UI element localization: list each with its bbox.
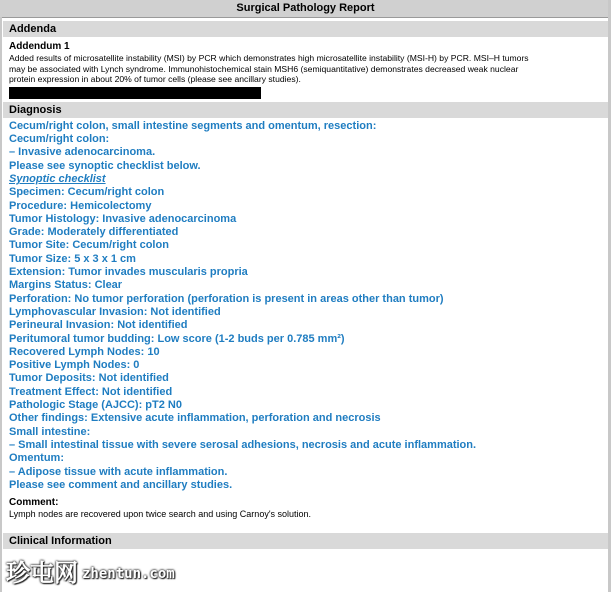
addenda-section: [0, 37, 611, 99]
diagnosis-line: Tumor Site: Cecum/right colon: [9, 239, 169, 252]
addenda-header: Addenda: [3, 21, 608, 37]
diagnosis-line: – Adipose tissue with acute inflammation.: [9, 465, 228, 478]
comment-heading: Comment:: [9, 497, 59, 509]
diagnosis-line: Margins Status: Clear: [9, 279, 123, 292]
diagnosis-line: Tumor Deposits: Not identified: [9, 372, 169, 385]
diagnosis-line: Procedure: Hemicolectomy: [9, 199, 152, 212]
watermark-logo: 珍屯网: [6, 560, 78, 587]
clinical-information-header: Clinical Information: [3, 533, 608, 549]
page-border-left: [0, 17, 2, 592]
diagnosis-line: Cecum/right colon:: [9, 133, 110, 146]
diagnosis-line: Cecum/right colon, small intestine segments and omentum, resection:: [9, 119, 377, 132]
watermark: [6, 560, 175, 588]
diagnosis-line: Other findings: Extensive acute inflammation, perforation and necrosis: [9, 412, 381, 425]
diagnosis-line: Please see comment and ancillary studies.: [9, 478, 233, 491]
diagnosis-line: Small intestine:: [9, 425, 91, 438]
diagnosis-line: Recovered Lymph Nodes: 10: [9, 345, 160, 358]
diagnosis-line: Tumor Histology: Invasive adenocarcinoma: [9, 212, 237, 225]
diagnosis-section: [0, 118, 611, 520]
diagnosis-line: Grade: Moderately differentiated: [9, 226, 179, 239]
diagnosis-line: Peritumoral tumor budding: Low score (1-2 buds per 0.785 mm²): [9, 332, 345, 345]
watermark-site: zhentun.com: [82, 566, 175, 582]
report-title: Surgical Pathology Report: [0, 0, 611, 18]
addendum-line: Added results of microsatellite instability (MSI) by PCR which demonstrates high microsatellite instability (MSI-H) by PCR. MSI–H tumors: [9, 53, 529, 63]
diagnosis-line: Treatment Effect: Not identified: [9, 385, 173, 398]
diagnosis-line: – Invasive adenocarcinoma.: [9, 146, 156, 159]
diagnosis-line: Positive Lymph Nodes: 0: [9, 359, 140, 372]
addendum-title: Addendum 1: [9, 41, 70, 52]
diagnosis-line: Perineural Invasion: Not identified: [9, 319, 188, 332]
comment-text: Lymph nodes are recovered upon twice search and using Carnoy's solution.: [9, 509, 312, 520]
diagnosis-line: Perforation: No tumor perforation (perforation is present in areas other than tumor): [9, 292, 444, 305]
diagnosis-line: Extension: Tumor invades muscularis propria: [9, 266, 248, 279]
synoptic-checklist-heading: Synoptic checklist: [9, 172, 106, 185]
diagnosis-line: Please see synoptic checklist below.: [9, 159, 201, 172]
diagnosis-line: Pathologic Stage (AJCC): pT2 N0: [9, 399, 182, 412]
redaction-bar: [9, 87, 261, 99]
addendum-line: may be associated with Lynch syndrome. Immunohistochemical stain MSH6 (semiquantitative) demonstrates decreased weak nuclear: [9, 63, 519, 74]
diagnosis-header: Diagnosis: [3, 102, 608, 118]
diagnosis-line: Specimen: Cecum/right colon: [9, 186, 165, 199]
addendum-line: protein expression in about 20% of tumor cells (please see ancillary studies).: [9, 74, 301, 85]
diagnosis-line: Omentum:: [9, 452, 64, 465]
diagnosis-line: Tumor Size: 5 x 3 x 1 cm: [9, 252, 136, 265]
diagnosis-line: Lymphovascular Invasion: Not identified: [9, 305, 221, 318]
diagnosis-line: – Small intestinal tissue with severe serosal adhesions, necrosis and acute inflammation.: [9, 438, 477, 451]
